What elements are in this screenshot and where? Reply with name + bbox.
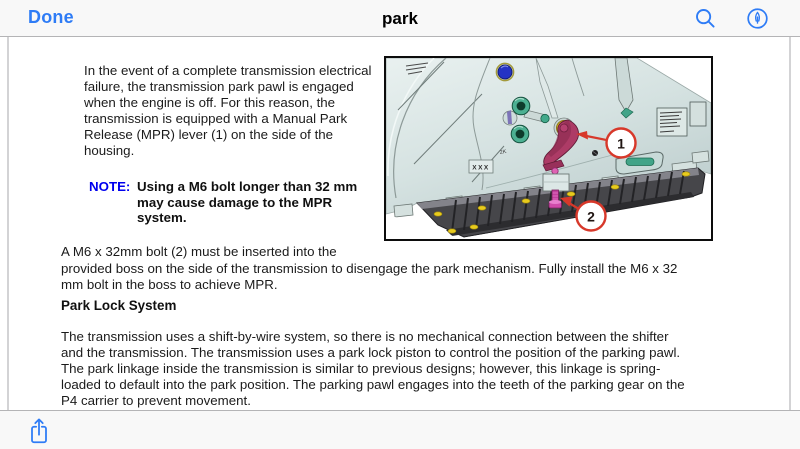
text-line: housing. [84,143,135,158]
2k-stamp: 2K [499,148,507,156]
share-icon [27,432,51,449]
page-right-edge [789,37,791,410]
xxx-stamp [469,160,493,173]
done-button[interactable]: Done [28,7,74,27]
text-line: In the event of a complete transmission electrical [84,63,372,78]
text-line: and the transmission. The transmission uses a park lock piston to control the position of the parking pawl. [61,345,681,360]
text-line: P4 carrier to prevent movement. [61,393,251,408]
text-line: transmission is equipped with a Manual Park [84,111,348,126]
svg-text:2: 2 [587,208,595,225]
text-line: failure, the transmission park pawl is engaged [84,79,354,94]
text-line: The park linkage inside the transmission is similar to previous designs; however, this linkage is spring- [61,361,661,376]
transmission-figure [384,56,713,241]
search-icon [694,7,717,30]
text-line: A M6 x 32mm bolt (2) must be inserted into the [61,244,337,259]
top-nav-bar [0,0,800,37]
text-line: Release (MPR) lever (1) on the side of the [84,127,334,142]
page-left-edge [7,37,9,410]
search-button[interactable] [694,7,717,30]
markup-pen-icon [746,7,769,30]
transmission-illustration [386,58,711,239]
note-text-line: Using a M6 bolt longer than 32 mm [137,179,358,194]
bottom-toolbar [0,410,800,449]
text-line: when the engine is off. For this reason, the [84,95,336,110]
svg-text:1: 1 [617,135,625,152]
page-title: park [382,9,418,28]
small-screw [592,150,598,156]
text-line: provided boss on the side of the transmission to disengage the park mechanism. Fully install the M6 x 32 [61,260,678,276]
note-label: NOTE: [89,179,131,194]
markup-button[interactable] [746,7,769,30]
text-line: loaded to default into the park position. The parking pawl engages into the teeth of the parking gear on the [61,377,685,392]
note-text-line: may cause damage to the MPR [137,194,333,210]
text-line: The transmission uses a shift-by-wire system, so there is no mechanical connection between the shifter [61,329,669,344]
note-text-line: system. [137,210,187,225]
text-line: mm bolt in the boss to achieve MPR. [61,277,278,292]
svg-text:XXX: XXX [472,164,490,172]
share-button[interactable] [27,417,51,445]
section-heading: Park Lock System [61,298,177,313]
blue-plug [496,63,513,80]
